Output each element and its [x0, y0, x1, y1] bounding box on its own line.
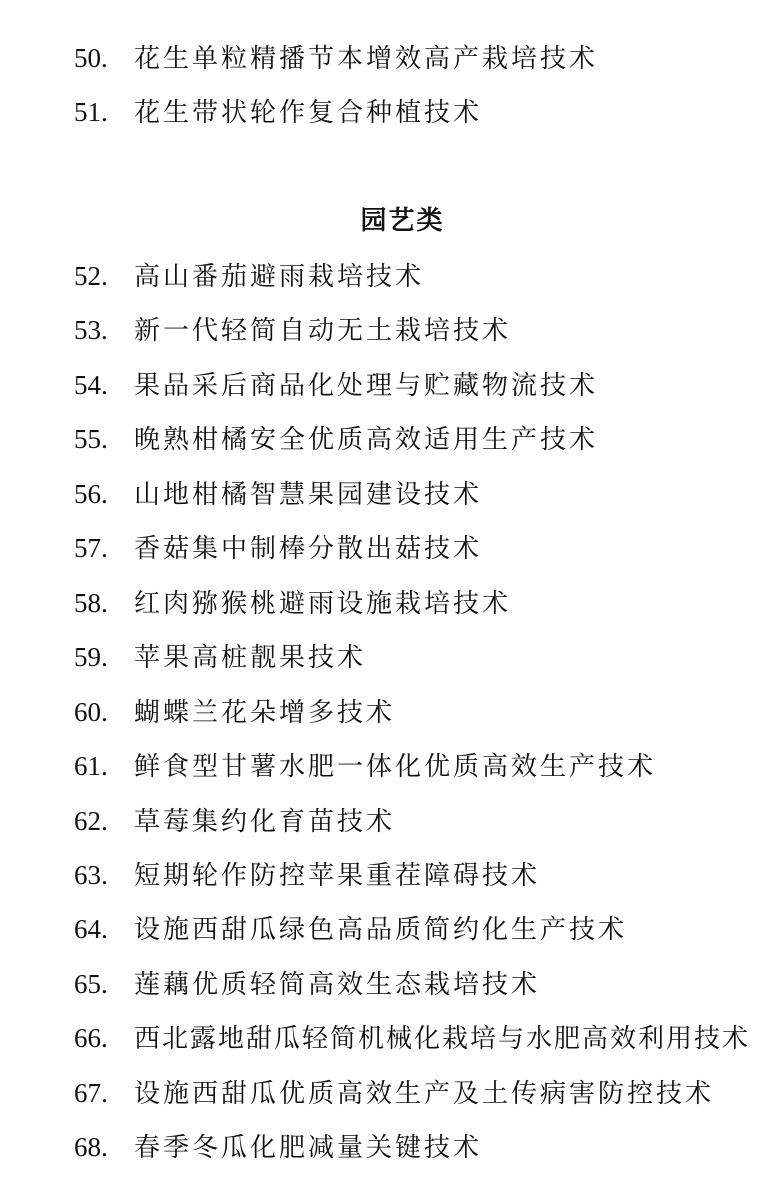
list-item: [74, 92, 482, 132]
item-text: 花生带状轮作复合种植技术: [134, 98, 483, 128]
item-number: 55.: [74, 424, 108, 454]
list-item: [74, 692, 395, 732]
list-item: [74, 964, 540, 1004]
item-text: 高山番茄避雨栽培技术: [134, 262, 425, 292]
item-number: 61.: [74, 751, 108, 781]
item-number: 51.: [74, 97, 108, 127]
item-text: 设施西甜瓜优质高效生产及土传病害防控技术: [134, 1079, 715, 1109]
item-number: 54.: [74, 370, 108, 400]
item-number: 60.: [74, 697, 108, 727]
list-item: [74, 419, 598, 459]
item-text: 果品采后商品化处理与贮藏物流技术: [134, 371, 599, 401]
list-item: [74, 528, 482, 568]
item-number: 58.: [74, 588, 108, 618]
list-item: [74, 310, 511, 350]
item-number: 67.: [74, 1078, 108, 1108]
item-text: 鲜食型甘薯水肥一体化优质高效生产技术: [134, 752, 657, 782]
item-number: 68.: [74, 1132, 108, 1162]
list-item: [74, 365, 598, 405]
item-number: 53.: [74, 315, 108, 345]
item-text: 红肉猕猴桃避雨设施栽培技术: [134, 589, 512, 619]
item-number: 50.: [74, 43, 108, 73]
list-item: [74, 474, 482, 514]
list-item: [74, 1073, 714, 1113]
item-text: 短期轮作防控苹果重茬障碍技术: [134, 861, 541, 891]
item-number: 64.: [74, 914, 108, 944]
list-item: [74, 801, 395, 841]
item-text: 草莓集约化育苗技术: [134, 807, 396, 837]
list-item: [74, 256, 424, 296]
item-text: 蝴蝶兰花朵增多技术: [134, 698, 396, 728]
list-item: [74, 1018, 750, 1058]
item-text: 春季冬瓜化肥减量关键技术: [134, 1133, 483, 1163]
item-number: 56.: [74, 479, 108, 509]
list-item: [74, 746, 656, 786]
item-text: 山地柑橘智慧果园建设技术: [134, 480, 483, 510]
list-item: [74, 855, 540, 895]
list-item: [74, 1127, 482, 1167]
section-heading: 园艺类: [360, 206, 445, 236]
list-item: [74, 583, 511, 623]
item-text: 设施西甜瓜绿色高品质简约化生产技术: [134, 915, 628, 945]
item-text: 香菇集中制棒分散出菇技术: [134, 534, 483, 564]
list-item: [74, 637, 366, 677]
item-number: 57.: [74, 533, 108, 563]
item-text: 晚熟柑橘安全优质高效适用生产技术: [134, 425, 599, 455]
item-text: 莲藕优质轻简高效生态栽培技术: [134, 970, 541, 1000]
item-number: 52.: [74, 261, 108, 291]
item-text: 花生单粒精播节本增效高产栽培技术: [134, 44, 599, 74]
item-number: 63.: [74, 860, 108, 890]
list-item: [74, 909, 627, 949]
list-item: [74, 38, 598, 78]
item-text: 西北露地甜瓜轻简机械化栽培与水肥高效利用技术: [134, 1024, 751, 1054]
item-number: 66.: [74, 1023, 108, 1053]
item-number: 65.: [74, 969, 108, 999]
item-number: 62.: [74, 806, 108, 836]
item-number: 59.: [74, 642, 108, 672]
item-text: 新一代轻简自动无土栽培技术: [134, 316, 512, 346]
item-text: 苹果高桩靓果技术: [134, 643, 367, 673]
